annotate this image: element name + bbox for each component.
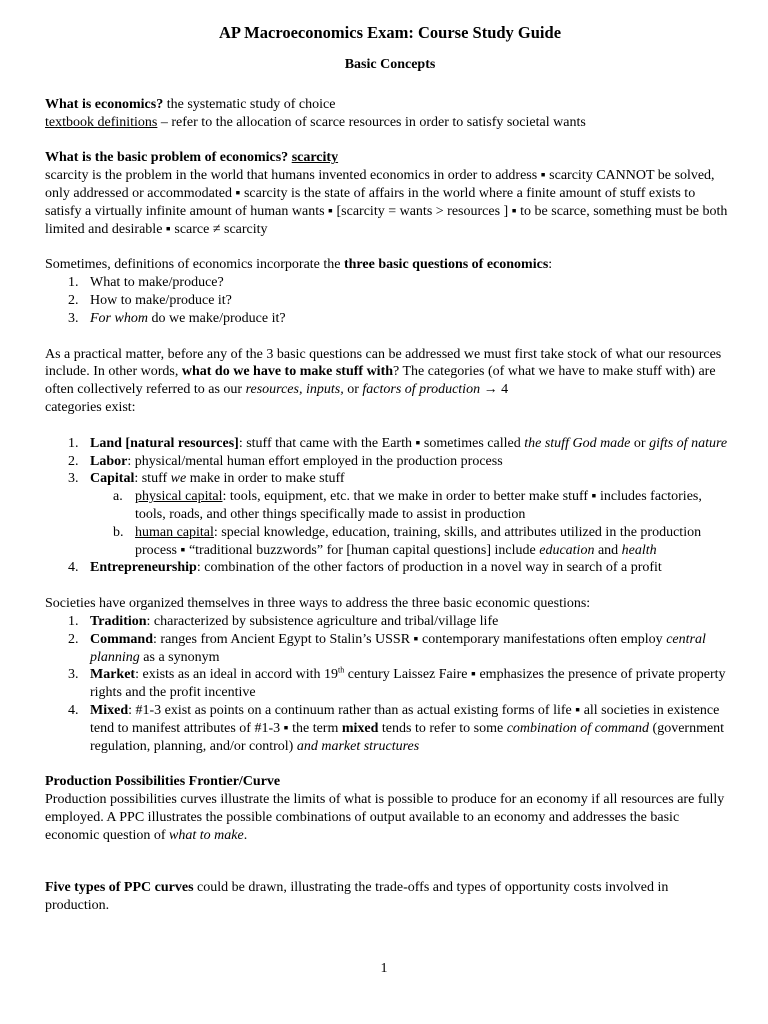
list-item: 1. What to make/produce? bbox=[68, 275, 224, 291]
list-item-human-capital: b. human capital: special knowledge, education, training, skills, and attributes utilized in the production process ▪ “traditional buzzwords” for [human capital questions] include education and health bbox=[113, 524, 702, 558]
three-questions-list bbox=[45, 274, 735, 327]
list-item-land: 1. Land [natural resources]: stuff that came with the Earth ▪ sometimes called the stuff God made or gifts of nature bbox=[68, 435, 728, 451]
practical-paragraph: As a practical matter, before any of the 3 basic questions can be addressed we must first take stock of what our resources include. In other words, what do we have to make stuff with? The categories (of what we have to make stuff with) are often collectively referred to as our resources, inputs, or factors of production → 4 categories exist: bbox=[45, 346, 722, 415]
capital-sublist bbox=[45, 488, 735, 559]
factors-list-cont bbox=[45, 559, 735, 577]
textbook-definitions: textbook definitions – refer to the allocation of scarce resources in order to satisfy societal wants bbox=[45, 114, 586, 130]
factors-list bbox=[45, 435, 735, 488]
list-item-tradition: 1. Tradition: characterized by subsistence agriculture and tribal/village life bbox=[68, 613, 499, 629]
list-item: 3. For whom do we make/produce it? bbox=[68, 310, 286, 326]
page-content bbox=[45, 22, 735, 915]
list-item-labor: 2. Labor: physical/mental human effort employed in the production process bbox=[68, 453, 503, 469]
list-item-mixed: 4. Mixed: #1-3 exist as points on a continuum rather than as actual existing forms of life ▪ all societies in existence tend to manifest attributes of #1-3 ▪ the term mixed tends to refer to some combination of command (government regulation, planning, and/or control) and market structures bbox=[68, 702, 725, 754]
page-number: 1 bbox=[380, 961, 388, 976]
list-item-entrepreneurship: 4. Entrepreneurship: combination of the other factors of production in a novel way in search of a profit bbox=[68, 560, 662, 576]
section-title: Basic Concepts bbox=[344, 57, 436, 72]
three-questions-intro: Sometimes, definitions of economics incorporate the three basic questions of economics: bbox=[45, 257, 553, 273]
five-types-paragraph: Five types of PPC curves could be drawn, illustrating the trade-offs and types of opportunity costs involved in production. bbox=[45, 880, 669, 914]
page-title: AP Macroeconomics Exam: Course Study Guide bbox=[218, 23, 562, 42]
list-item: 2. How to make/produce it? bbox=[68, 292, 232, 308]
list-item-market: 3. Market: exists as an ideal in accord with 19th century Laissez Faire ▪ emphasizes the presence of private property rights and the profit incentive bbox=[68, 665, 726, 701]
ppc-heading: Production Possibilities Frontier/Curve bbox=[45, 774, 281, 790]
what-is-economics: What is economics? the systematic study of choice bbox=[45, 96, 336, 112]
ppc-paragraph: Production possibilities curves illustrate the limits of what is possible to produce for an economy if all resources are fully employed. A PPC illustrates the possible combinations of output available to an economy and addresses the basic economic question of what to make. bbox=[45, 792, 725, 843]
systems-intro: Societies have organized themselves in three ways to address the three basic economic questions: bbox=[45, 596, 591, 612]
list-item-command: 2. Command: ranges from Ancient Egypt to Stalin’s USSR ▪ contemporary manifestations often employ central planning as a synonym bbox=[68, 631, 706, 665]
list-item-capital: 3. Capital: stuff we make in order to make stuff bbox=[68, 471, 345, 487]
scarcity-paragraph: scarcity is the problem in the world that humans invented economics in order to address ▪ scarcity CANNOT be solved, only addressed or accommodated ▪ scarcity is the state of affairs in the world where a finite amount of stuff exists to satisfy a virtually infinite amount of human wants ▪ [scarcity = wants > resources ] ▪ to be scarce, something must be both limited and desirable ▪ scarce ≠ scarcity bbox=[45, 168, 728, 237]
basic-problem-question: What is the basic problem of economics? scarcity bbox=[45, 150, 339, 166]
list-item-physical-capital: a. physical capital: tools, equipment, etc. that we make in order to better make stuff ▪ includes factories, tools, roads, and other things specifically made to assist in production bbox=[113, 489, 702, 522]
economic-systems-list bbox=[45, 613, 735, 755]
